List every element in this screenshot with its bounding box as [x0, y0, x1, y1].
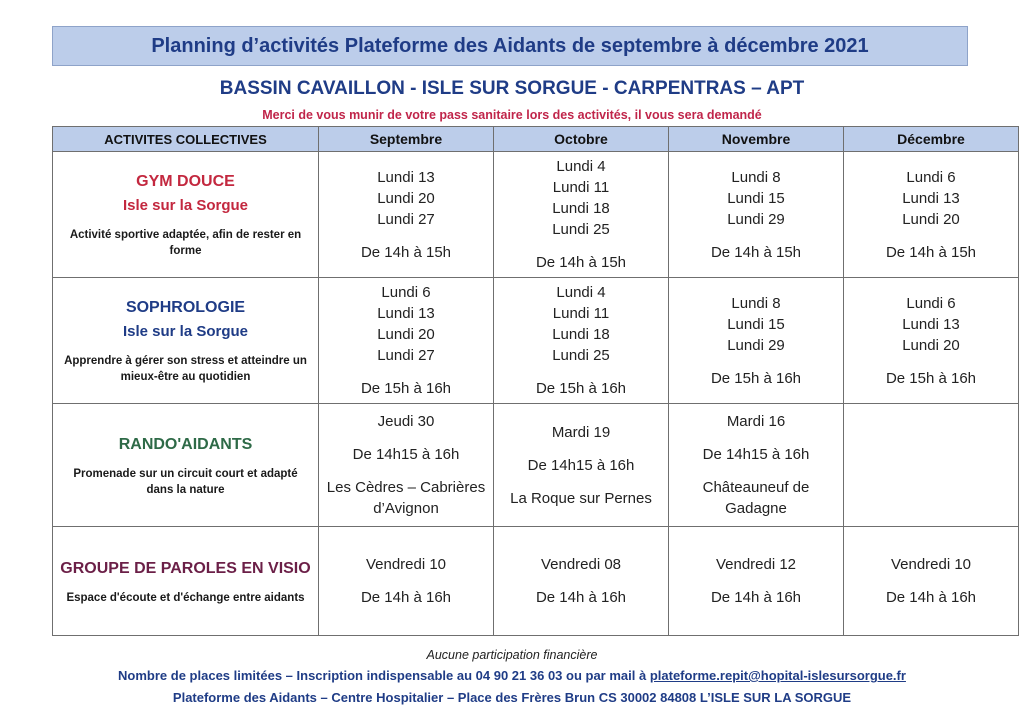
sanitary-pass-notice: Merci de vous munir de votre pass sanitaire lors des activités, il vous sera demandé: [262, 108, 762, 122]
header-activities: ACTIVITES COLLECTIVES: [53, 127, 319, 152]
session-day: Lundi 13: [902, 315, 960, 333]
paroles-september-cell: [319, 527, 494, 636]
gym-september-cell: [319, 152, 494, 278]
session-day: Lundi 8: [731, 294, 781, 312]
activity-location: Isle sur la Sorgue: [122, 323, 249, 340]
activity-sophrologie: [53, 278, 319, 404]
rando-september-cell: [319, 404, 494, 527]
session-place: La Roque sur Pernes: [510, 489, 652, 507]
session-day: Lundi 25: [552, 221, 610, 238]
contact-line: [0, 668, 1024, 683]
sophro-december-cell: [844, 278, 1019, 404]
sophro-november-cell: [669, 278, 844, 404]
activity-groupe-de-paroles: [53, 527, 319, 636]
header-september: Septembre: [319, 127, 494, 152]
session-day: Lundi 20: [377, 189, 435, 207]
email-link[interactable]: plateforme.repit@hopital-islesursorgue.fr: [649, 668, 906, 683]
session-day: Lundi 6: [906, 168, 956, 186]
row-groupe-de-paroles: [53, 527, 1019, 636]
session-day: Lundi 11: [552, 305, 610, 322]
session-place: Châteauneuf de Gadagne: [702, 479, 810, 517]
session-time: De 14h à 16h: [535, 589, 627, 606]
gym-december-cell: [844, 152, 1019, 278]
session-time: De 14h à 15h: [885, 243, 977, 261]
activity-gym-douce: [53, 152, 319, 278]
session-day: Lundi 8: [731, 168, 781, 186]
session-day: Lundi 20: [377, 326, 435, 343]
session-place: Les Cèdres – Cabrières d’Avignon: [326, 479, 486, 517]
address-line: Plateforme des Aidants – Centre Hospitalier – Place des Frères Brun CS 30002 84808 L’ISLE SUR LA SORGUE: [172, 690, 852, 705]
session-day: Lundi 18: [552, 326, 610, 343]
header-october: Octobre: [494, 127, 669, 152]
page-title: Planning d’activités Plateforme des Aidants de septembre à décembre 2021: [151, 34, 869, 57]
session-time: De 14h15 à 16h: [702, 446, 810, 463]
header-november: Novembre: [669, 127, 844, 152]
gym-october-cell: [494, 152, 669, 278]
activity-name: GROUPE DE PAROLES EN VISIO: [60, 559, 311, 577]
session-day: Lundi 29: [727, 336, 785, 354]
header-row: [53, 127, 1019, 152]
paroles-october-cell: [494, 527, 669, 636]
session-time: De 15h à 16h: [360, 380, 452, 397]
session-day: Lundi 25: [552, 347, 610, 364]
paroles-november-cell: [669, 527, 844, 636]
session-day: Lundi 29: [727, 210, 785, 228]
session-day: Lundi 6: [381, 284, 431, 301]
activity-name: GYM DOUCE: [136, 173, 235, 190]
activity-description: Promenade sur un circuit court et adapté dans la nature: [73, 467, 298, 496]
session-day: Lundi 18: [552, 200, 610, 217]
activity-rando-aidants: [53, 404, 319, 527]
session-time: De 15h à 16h: [535, 380, 627, 397]
session-day: Lundi 20: [902, 336, 960, 354]
session-time: De 14h15 à 16h: [527, 456, 635, 474]
activity-name: RANDO'AIDANTS: [118, 435, 253, 453]
sophro-october-cell: [494, 278, 669, 404]
session-day: Lundi 4: [556, 158, 606, 175]
session-day: Jeudi 30: [377, 413, 435, 430]
session-day: Lundi 15: [727, 189, 785, 207]
title-banner: [52, 26, 968, 66]
session-time: De 14h à 15h: [360, 243, 452, 261]
rando-december-cell: [844, 404, 1019, 527]
session-day: Lundi 6: [906, 294, 956, 312]
session-day: Lundi 11: [552, 179, 610, 196]
session-day: Vendredi 10: [890, 556, 972, 573]
rando-october-cell: [494, 404, 669, 527]
session-day: Vendredi 12: [715, 556, 797, 573]
session-time: De 14h à 16h: [360, 589, 452, 606]
activity-location: Isle sur la Sorgue: [122, 197, 249, 214]
row-rando-aidants: [53, 404, 1019, 527]
session-day: Lundi 13: [902, 189, 960, 207]
contact-text: Nombre de places limitées – Inscription indispensable au 04 90 21 36 03 ou par mail à: [118, 668, 650, 683]
session-day: Lundi 13: [377, 305, 435, 322]
activity-description: Espace d'écoute et d'échange entre aidants: [66, 591, 305, 604]
session-time: De 14h à 16h: [710, 589, 802, 606]
session-time: De 14h15 à 16h: [352, 446, 460, 463]
session-day: Lundi 20: [902, 210, 960, 228]
session-day: Lundi 4: [556, 284, 606, 301]
session-day: Lundi 27: [377, 210, 435, 228]
row-sophrologie: [53, 278, 1019, 404]
session-time: De 15h à 16h: [710, 369, 802, 387]
schedule-table: [52, 126, 1019, 636]
region-heading: BASSIN CAVAILLON - ISLE SUR SORGUE - CARPENTRAS – APT: [219, 78, 805, 99]
rando-november-cell: [669, 404, 844, 527]
row-gym-douce: [53, 152, 1019, 278]
session-day: Lundi 15: [727, 315, 785, 333]
session-day: Lundi 27: [377, 347, 435, 364]
session-day: Vendredi 10: [365, 556, 447, 573]
session-day: Lundi 13: [377, 168, 435, 186]
session-time: De 14h à 15h: [535, 254, 627, 271]
sophro-september-cell: [319, 278, 494, 404]
header-december: Décembre: [844, 127, 1019, 152]
gym-november-cell: [669, 152, 844, 278]
paroles-december-cell: [844, 527, 1019, 636]
activity-name: SOPHROLOGIE: [125, 299, 246, 316]
activity-description: Activité sportive adaptée, afin de rester en forme: [69, 229, 302, 257]
financial-note: Aucune participation financière: [426, 648, 598, 662]
session-day: Mardi 16: [726, 413, 786, 430]
session-time: De 15h à 16h: [885, 369, 977, 387]
activity-description: Apprendre à gérer son stress et atteindre un mieux-être au quotidien: [64, 355, 307, 383]
session-time: De 14h à 15h: [710, 243, 802, 261]
session-day: Mardi 19: [551, 423, 611, 441]
session-time: De 14h à 16h: [885, 589, 977, 606]
session-day: Vendredi 08: [540, 556, 622, 573]
